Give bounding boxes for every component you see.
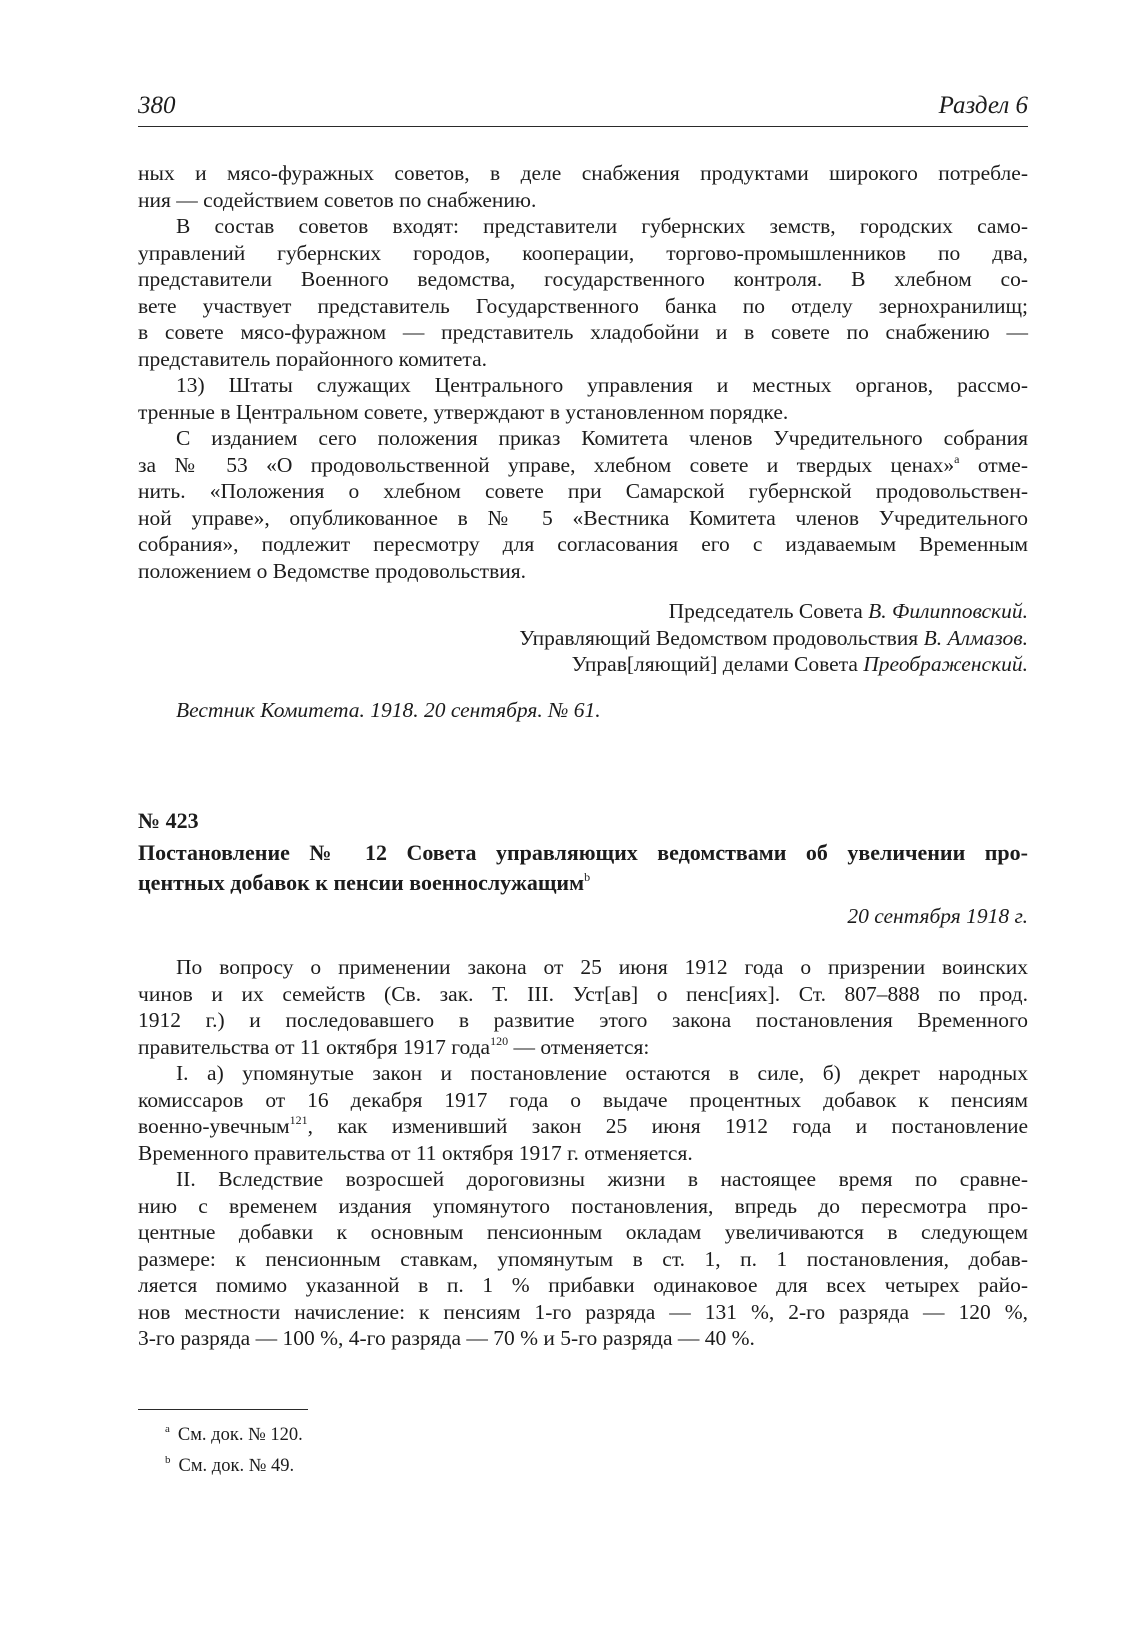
- text-line: [138, 1113, 1028, 1140]
- text-line: 13) Штаты служащих Центрального управления и местных органов, рассмо-: [176, 373, 1028, 397]
- text-line: представители Военного ведомства, государственного контроля. В хлебном со-: [138, 267, 1028, 291]
- signature-title: Управ[ляющий] делами Совета: [571, 652, 864, 676]
- document-date: 20 сентября 1918 г.: [847, 904, 1028, 928]
- title-line: [138, 868, 1028, 898]
- footnote-ref: a: [954, 451, 960, 466]
- document-number: № 423: [138, 808, 199, 833]
- footnotes: [165, 1420, 303, 1482]
- text-line: вете участвует представитель Государственного банка по отделу зернохранилищ;: [138, 293, 1028, 318]
- text-line: центные добавки к основным пенсионным окладам увеличиваются в следующем: [138, 1220, 1028, 1244]
- text-fragment: правительства от 11 октября 1917 года: [138, 1034, 491, 1059]
- footnote-mark: b: [165, 1454, 171, 1466]
- text-fragment: , как изменивший закон 25 июня 1912 года и постановление: [307, 1114, 1028, 1138]
- text-line: В состав советов входят: представители губернских земств, городских само-: [176, 214, 1028, 238]
- text-line: представитель порайонного комитета.: [138, 346, 487, 371]
- text-line: управлений губернских городов, кооперации, торгово-промышленников по два,: [138, 240, 1028, 265]
- text-line: [138, 452, 1028, 479]
- text-line: ных и мясо-фуражных советов, в деле снабжения продуктами широкого потребле-: [138, 161, 1028, 185]
- body-text-top: [138, 160, 1028, 723]
- text-line: I. а) упомянутые закон и постановление остаются в силе, б) декрет народных: [176, 1061, 1028, 1085]
- text-fragment: отме-: [959, 452, 1028, 477]
- text-line: размере: к пенсионным ставкам, упомянутым в ст. 1, п. 1 постановления, добав-: [138, 1246, 1028, 1271]
- footnote-text: См. док. № 49.: [178, 1456, 295, 1476]
- signature-name: В. Алмазов.: [923, 625, 1028, 650]
- signature-line: [138, 598, 1028, 625]
- footnote-ref: 121: [289, 1113, 308, 1127]
- text-line: нию с временем издания упомянутого постановления, впредь до пересмотра про-: [138, 1193, 1028, 1218]
- footnote-ref: b: [584, 870, 591, 884]
- text-line: ной управе», опубликованное в № 5 «Вестника Комитета членов Учредительного: [138, 505, 1028, 530]
- footnote: [165, 1420, 303, 1451]
- text-line: 1912 г.) и последовавшего в развитие этого закона постановления Временного: [138, 1008, 1028, 1032]
- text-line: положением о Ведомстве продовольствия.: [138, 558, 526, 583]
- signature-line: [138, 625, 1028, 652]
- title-line: Постановление № 12 Совета управляющих ведомствами об увеличении про-: [138, 840, 1028, 865]
- text-line: чинов и их семейств (Св. зак. Т. III. Уст[ав] о пенс[иях]. Ст. 807–888 по прод.: [138, 981, 1028, 1006]
- text-line: нов местности начисление: к пенсиям 1-го разряда — 131 %, 2-го разряда — 120 %,: [138, 1299, 1028, 1324]
- signature-name: В. Филипповский.: [868, 599, 1028, 623]
- text-line: С изданием сего положения приказ Комитета членов Учредительного собрания: [176, 426, 1028, 450]
- signature-line: [138, 651, 1028, 678]
- text-line: 3-го разряда — 100 %, 4-го разряда — 70 % и 5-го разряда — 40 %.: [138, 1326, 755, 1350]
- text-line: тренные в Центральном совете, утверждают в установленном порядке.: [138, 399, 789, 424]
- text-line: нить. «Положения о хлебном совете при Самарской губернской продовольствен-: [138, 479, 1028, 503]
- section-title: Раздел 6: [938, 92, 1028, 119]
- text-line: ляется помимо указанной в п. 1 % прибавки одинаковое для всех четырех райо-: [138, 1273, 1028, 1297]
- text-line: Временного правительства от 11 октября 1917 г. отменяется.: [138, 1140, 693, 1165]
- running-header: [138, 86, 1028, 127]
- text-line: ния — содействием советов по снабжению.: [138, 187, 537, 212]
- signature-title: Председатель Совета: [668, 599, 869, 623]
- text-fragment: за № 53 «О продовольственной управе, хлебном совете и твердых ценах»: [138, 452, 955, 477]
- footnote-ref: 120: [490, 1033, 509, 1048]
- footnote: [165, 1451, 303, 1482]
- body-text-bottom: [138, 954, 1028, 1352]
- text-line: II. Вследствие возросшей дороговизны жизни в настоящее время по сравне-: [176, 1167, 1028, 1191]
- text-line: в совете мясо-фуражном — представитель хладобойни и в совете по снабжению —: [138, 320, 1028, 344]
- footnote-divider: [138, 1409, 308, 1410]
- text-line: собрания», подлежит пересмотру для согласования его с издаваемым Временным: [138, 532, 1028, 556]
- signature-title: Управляющий Ведомством продовольствия: [519, 625, 924, 650]
- text-line: По вопросу о применении закона от 25 июня 1912 года о призрении воинских: [176, 955, 1028, 979]
- footnote-mark: a: [165, 1423, 170, 1435]
- text-line: комиссаров от 16 декабря 1917 года о выдаче процентных добавок к пенсиям: [138, 1087, 1028, 1112]
- signature-name: Преображенский.: [863, 652, 1028, 676]
- document-title: [138, 838, 1028, 898]
- text-line: [138, 1034, 1028, 1061]
- text-fragment: военно-увечным: [138, 1114, 290, 1138]
- page-number: 380: [138, 92, 176, 119]
- source-citation: Вестник Комитета. 1918. 20 сентября. № 61.: [176, 697, 601, 722]
- footnote-text: См. док. № 120.: [177, 1425, 303, 1445]
- text-fragment: центных добавок к пенсии военнослужащим: [138, 870, 585, 895]
- text-fragment: — отменяется:: [508, 1034, 650, 1059]
